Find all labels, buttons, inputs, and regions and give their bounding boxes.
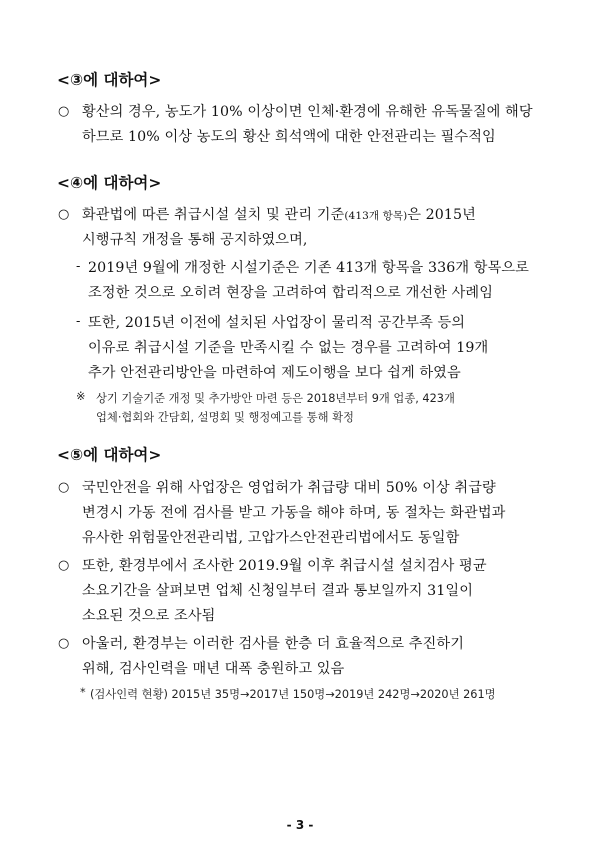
section-heading-3: <③에 대하여> bbox=[57, 71, 162, 89]
bullet-marker: ○ bbox=[58, 480, 70, 495]
note-line: (검사인력 현황) 2015년 35명→2017년 150명→2019년 242명→2020년 261명 bbox=[90, 688, 496, 701]
bullet-marker: ○ bbox=[58, 104, 70, 119]
bullet-marker: ○ bbox=[58, 636, 70, 651]
paragraph-line: 또한, 2015년 이전에 설치된 사업장이 물리적 공간부족 등의 bbox=[88, 315, 466, 331]
section-heading-5: <⑤에 대하여> bbox=[57, 446, 162, 464]
paragraph-line: 2019년 9월에 개정한 시설기준은 기존 413개 항목을 336개 항목으로 bbox=[88, 260, 529, 276]
paragraph-line: 시행규칙 개정을 통해 공지하였으며, bbox=[82, 232, 308, 248]
paragraph-small-text: (413개 항목) bbox=[344, 210, 408, 222]
paragraph-line: 국민안전을 위해 사업장은 영업허가 취급량 대비 50% 이상 취급량 bbox=[82, 480, 496, 496]
paragraph-line: 조정한 것으로 오히려 현장을 고려하여 합리적으로 개선한 사례임 bbox=[88, 285, 494, 301]
bullet-marker: ○ bbox=[58, 558, 70, 573]
paragraph-line: 소요된 것으로 조사됨 bbox=[82, 608, 216, 624]
paragraph-line: 소요기간을 살펴보면 업체 신청일부터 결과 통보일까지 31일이 bbox=[82, 583, 474, 599]
page-number: - 3 - bbox=[286, 818, 314, 832]
paragraph-line: 이유로 취급시설 기준을 만족시킬 수 없는 경우를 고려하여 19개 bbox=[88, 340, 489, 356]
note-line: 상기 기술기준 개정 및 추가방안 마련 등은 2018년부터 9개 업종, 423개 bbox=[96, 392, 455, 405]
paragraph-line: 또한, 환경부에서 조사한 2019.9월 이후 취급시설 설치검사 평균 bbox=[82, 558, 487, 574]
paragraph-text: 화관법에 따른 취급시설 설치 및 관리 기준 bbox=[82, 207, 345, 223]
paragraph-line: 추가 안전관리방안을 마련하여 제도이행을 보다 쉽게 하였음 bbox=[88, 365, 461, 381]
dash-marker: - bbox=[76, 259, 81, 274]
paragraph-line: 아울러, 환경부는 이러한 검사를 한층 더 효율적으로 추진하기 bbox=[82, 636, 465, 652]
paragraph-line: 유사한 위험물안전관리법, 고압가스안전관리법에서도 동일함 bbox=[82, 530, 460, 546]
dash-marker: - bbox=[76, 314, 81, 329]
section-heading-4: <④에 대하여> bbox=[57, 174, 162, 192]
paragraph-line: 하므로 10% 이상 농도의 황산 희석액에 대한 안전관리는 필수적임 bbox=[82, 129, 496, 145]
note-line: 업체·협회와 간담회, 설명회 및 행정예고를 통해 확정 bbox=[96, 411, 354, 424]
paragraph-line: 변경시 가동 전에 검사를 받고 가동을 해야 하며, 동 절차는 화관법과 bbox=[82, 505, 506, 521]
paragraph-text: 은 2015년 bbox=[407, 207, 476, 223]
paragraph-line: 황산의 경우, 농도가 10% 이상이면 인체·환경에 유해한 유독물질에 해당 bbox=[82, 104, 533, 120]
bullet-marker: ○ bbox=[58, 207, 70, 222]
paragraph-line bbox=[82, 204, 476, 224]
note-marker: * bbox=[80, 686, 86, 699]
paragraph-line: 위해, 검사인력을 매년 대폭 충원하고 있음 bbox=[82, 661, 345, 677]
note-marker: ※ bbox=[76, 390, 86, 403]
